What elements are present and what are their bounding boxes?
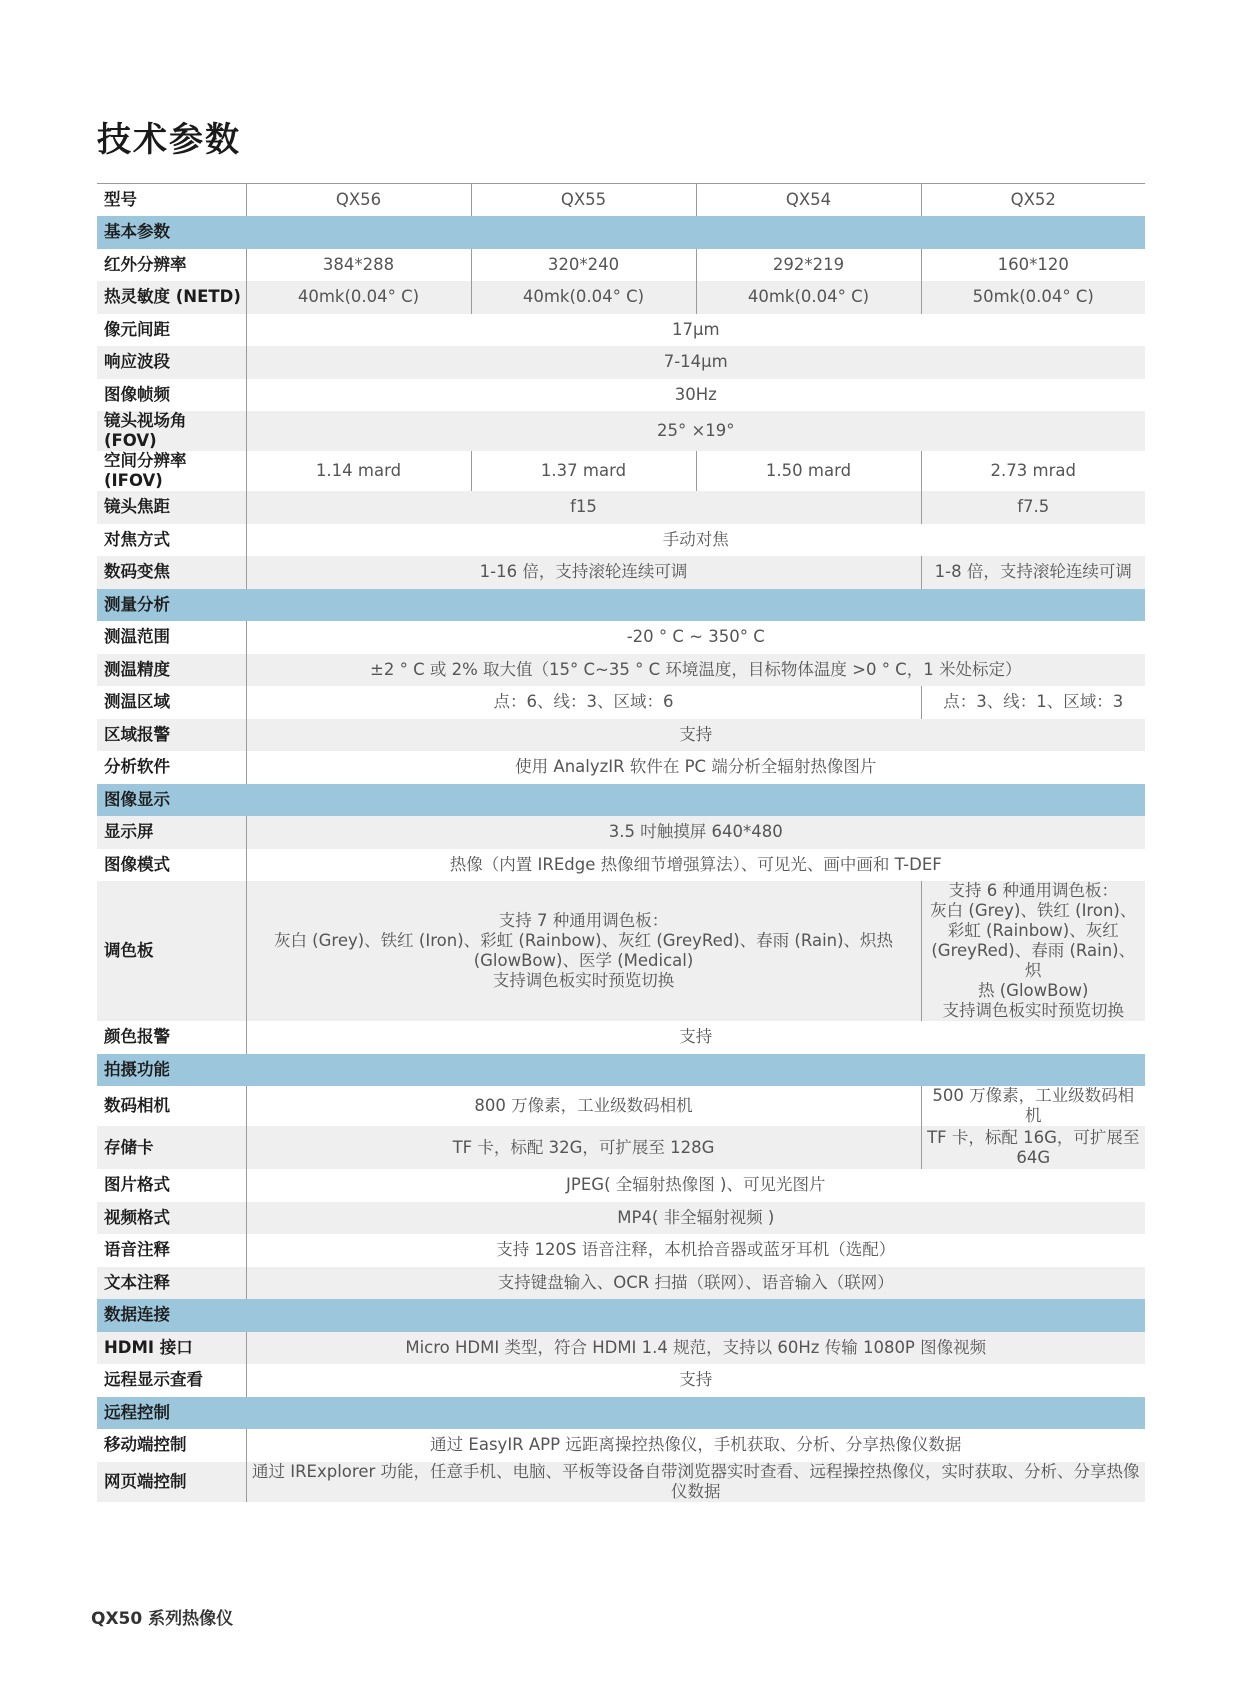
footer-product-name: QX50 系列热像仪 bbox=[91, 1609, 234, 1629]
row-temp-range bbox=[97, 621, 1145, 654]
text-line: (GlowBow)、医学 (Medical) bbox=[473, 951, 694, 970]
cell bbox=[246, 1462, 1145, 1502]
section-display bbox=[97, 784, 1145, 817]
cell bbox=[246, 881, 921, 1021]
section-title: 基本参数 bbox=[97, 216, 1145, 249]
cell: 通过 EasyIR APP 远距离操控热像仪，手机获取、分析、分享热像仪数据 bbox=[430, 1435, 962, 1455]
section-title: 测量分析 bbox=[97, 589, 1145, 622]
cell: 7-14μm bbox=[246, 346, 1145, 379]
cell: 25° ×19° bbox=[246, 411, 1145, 451]
row-alarm bbox=[97, 719, 1145, 752]
model-qx56: QX56 bbox=[335, 190, 382, 209]
row-areas bbox=[97, 686, 1145, 719]
row-label: 颜色报警 bbox=[97, 1021, 246, 1054]
cell: JPEG( 全辐射热像图 )、可见光图片 bbox=[566, 1175, 826, 1195]
row-hdmi bbox=[97, 1332, 1145, 1365]
section-title: 远程控制 bbox=[97, 1397, 1145, 1430]
row-accuracy bbox=[97, 654, 1145, 687]
row-camera bbox=[97, 1086, 1145, 1126]
row-zoom bbox=[97, 556, 1145, 589]
row-label: 语音注释 bbox=[97, 1234, 246, 1267]
row-label: 图片格式 bbox=[97, 1169, 246, 1202]
model-label: 型号 bbox=[97, 184, 246, 217]
cell: 点：3、线：1、区域：3 bbox=[921, 686, 1145, 719]
row-label: 数码相机 bbox=[97, 1086, 246, 1126]
text-line: 灰白 (Grey)、铁红 (Iron)、彩虹 (Rainbow)、灰红 (GreyRed)、春雨 (Rain)、炽热 bbox=[273, 931, 894, 950]
text-line: 支持调色板实时预览切换 bbox=[492, 971, 675, 990]
cell: 320*240 bbox=[471, 249, 696, 282]
row-web bbox=[97, 1462, 1145, 1502]
row-ir-resolution bbox=[97, 249, 1145, 282]
cell: -20 ° C ~ 350° C bbox=[626, 627, 765, 647]
row-software bbox=[97, 751, 1145, 784]
cell: 支持 bbox=[679, 1370, 713, 1390]
row-label: 镜头视场角 (FOV) bbox=[97, 411, 246, 451]
cell: 30Hz bbox=[674, 384, 717, 404]
cell: f15 bbox=[246, 491, 921, 524]
row-label: 存储卡 bbox=[97, 1126, 246, 1169]
row-color-alarm bbox=[97, 1021, 1145, 1054]
cell bbox=[921, 1126, 1145, 1169]
cell: 2.73 mrad bbox=[921, 451, 1145, 491]
row-label: 区域报警 bbox=[97, 719, 246, 752]
row-label: 文本注释 bbox=[97, 1267, 246, 1300]
row-mobile bbox=[97, 1429, 1145, 1462]
text-line: 彩虹 (Rainbow)、灰红 bbox=[947, 921, 1119, 940]
row-label: 测温区域 bbox=[97, 686, 246, 719]
cell: 1-8 倍，支持滚轮连续可调 bbox=[921, 556, 1145, 589]
row-palette bbox=[97, 881, 1145, 1021]
cell: Micro HDMI 类型，符合 HDMI 1.4 规范，支持以 60Hz 传输 1080P 图像视频 bbox=[246, 1332, 1145, 1365]
text-line: 热 (GlowBow) bbox=[978, 981, 1089, 1000]
row-image-format bbox=[97, 1169, 1145, 1202]
row-mode bbox=[97, 849, 1145, 882]
row-text bbox=[97, 1267, 1145, 1300]
row-pixel-pitch bbox=[97, 314, 1145, 347]
row-ifov bbox=[97, 451, 1145, 491]
row-band bbox=[97, 346, 1145, 379]
row-label: 分析软件 bbox=[97, 751, 246, 784]
cell: 17μm bbox=[671, 319, 720, 339]
cell: ±2 ° C 或 2% 取大值（15° C~35 ° C 环境温度，目标物体温度 >0 ° C，1 米处标定） bbox=[246, 654, 1145, 687]
row-label: 移动端控制 bbox=[97, 1429, 246, 1462]
row-label: 调色板 bbox=[97, 881, 246, 1021]
model-qx55: QX55 bbox=[471, 184, 696, 217]
section-title: 拍摄功能 bbox=[97, 1054, 1145, 1087]
cell: 支持 120S 语音注释，本机拾音器或蓝牙耳机（选配） bbox=[496, 1240, 896, 1260]
row-label: 图像帧频 bbox=[97, 379, 246, 412]
cell bbox=[921, 881, 1145, 1021]
cell: 40mk(0.04° C) bbox=[246, 281, 471, 314]
row-label: 对焦方式 bbox=[97, 524, 246, 557]
cell: 50mk(0.04° C) bbox=[921, 281, 1145, 314]
section-measure bbox=[97, 589, 1145, 622]
section-capture bbox=[97, 1054, 1145, 1087]
row-label: 响应波段 bbox=[97, 346, 246, 379]
text-line: 通过 IRExplorer 功能，任意手机、电脑、平板等设备自带浏览器实时查看、远程操控热像仪，实时获取、分析、分享热像 bbox=[251, 1461, 1140, 1481]
row-label: 测温精度 bbox=[97, 654, 246, 687]
section-remote bbox=[97, 1397, 1145, 1430]
row-label: 红外分辨率 bbox=[97, 249, 246, 282]
model-qx54: QX54 bbox=[696, 184, 921, 217]
row-video-format bbox=[97, 1202, 1145, 1235]
cell: 1.50 mard bbox=[696, 451, 921, 491]
row-voice bbox=[97, 1234, 1145, 1267]
row-label: 数码变焦 bbox=[97, 556, 246, 589]
cell: MP4( 非全辐射视频 ) bbox=[246, 1202, 1145, 1235]
text-line: (GreyRed)、春雨 (Rain)、炽 bbox=[931, 941, 1136, 980]
text-line: TF 卡，标配 16G，可扩展至 bbox=[927, 1127, 1140, 1147]
section-title: 数据连接 bbox=[97, 1299, 1145, 1332]
row-label: HDMI 接口 bbox=[97, 1332, 246, 1365]
cell: 1.14 mard bbox=[315, 461, 402, 480]
cell: 800 万像素，工业级数码相机 bbox=[474, 1096, 693, 1115]
cell: 40mk(0.04° C) bbox=[471, 281, 696, 314]
cell: 40mk(0.04° C) bbox=[696, 281, 921, 314]
cell: 500 万像素，工业级数码相机 bbox=[921, 1086, 1145, 1126]
text-line: 64G bbox=[1016, 1147, 1051, 1167]
text-line: 支持 7 种通用调色板： bbox=[498, 911, 669, 930]
row-label: 像元间距 bbox=[97, 314, 246, 347]
cell: 1.37 mard bbox=[471, 451, 696, 491]
cell: TF 卡，标配 32G，可扩展至 128G bbox=[246, 1126, 921, 1169]
row-label: 图像模式 bbox=[97, 849, 246, 882]
page-title: 技术参数 bbox=[97, 120, 241, 160]
cell: 384*288 bbox=[322, 254, 395, 274]
row-storage bbox=[97, 1126, 1145, 1169]
text-line: 灰白 (Grey)、铁红 (Iron)、 bbox=[930, 901, 1137, 920]
text-line: 支持调色板实时预览切换 bbox=[942, 1001, 1124, 1020]
section-basic bbox=[97, 216, 1145, 249]
cell: 点：6、线：3、区域：6 bbox=[493, 692, 674, 712]
row-focal bbox=[97, 491, 1145, 524]
cell: 热像（内置 IREdge 热像细节增强算法）、可见光、画中画和 T-DEF bbox=[449, 854, 942, 874]
cell: 1-16 倍，支持滚轮连续可调 bbox=[246, 556, 921, 589]
cell: 292*219 bbox=[696, 249, 921, 282]
row-label: 视频格式 bbox=[97, 1202, 246, 1235]
row-label: 空间分辨率 (IFOV) bbox=[97, 451, 246, 491]
section-data bbox=[97, 1299, 1145, 1332]
cell: 使用 AnalyzIR 软件在 PC 端分析全辐射热像图片 bbox=[515, 757, 877, 777]
cell: 支持 bbox=[679, 1027, 713, 1047]
row-focus bbox=[97, 524, 1145, 557]
row-frame-rate bbox=[97, 379, 1145, 412]
row-label: 热灵敏度 (NETD) bbox=[97, 281, 246, 314]
row-label: 测温范围 bbox=[97, 621, 246, 654]
cell: 手动对焦 bbox=[662, 529, 729, 549]
text-line: 仪数据 bbox=[671, 1481, 721, 1501]
spec-table bbox=[97, 183, 1145, 1502]
row-label: 显示屏 bbox=[97, 816, 246, 849]
header-row bbox=[97, 184, 1145, 217]
row-remote-view bbox=[97, 1364, 1145, 1397]
row-screen bbox=[97, 816, 1145, 849]
row-label: 远程显示查看 bbox=[97, 1364, 246, 1397]
text-line: 支持 6 种通用调色板： bbox=[948, 881, 1118, 900]
row-netd bbox=[97, 281, 1145, 314]
section-title: 图像显示 bbox=[97, 784, 1145, 817]
model-qx52: QX52 bbox=[921, 184, 1145, 217]
cell: 支持 bbox=[246, 719, 1145, 752]
row-label: 镜头焦距 bbox=[97, 491, 246, 524]
cell: 160*120 bbox=[921, 249, 1145, 282]
cell: 3.5 吋触摸屏 640*480 bbox=[246, 816, 1145, 849]
cell: f7.5 bbox=[921, 491, 1145, 524]
row-fov bbox=[97, 411, 1145, 451]
cell: 支持键盘输入、OCR 扫描（联网）、语音输入（联网） bbox=[246, 1267, 1145, 1300]
row-label: 网页端控制 bbox=[97, 1462, 246, 1502]
